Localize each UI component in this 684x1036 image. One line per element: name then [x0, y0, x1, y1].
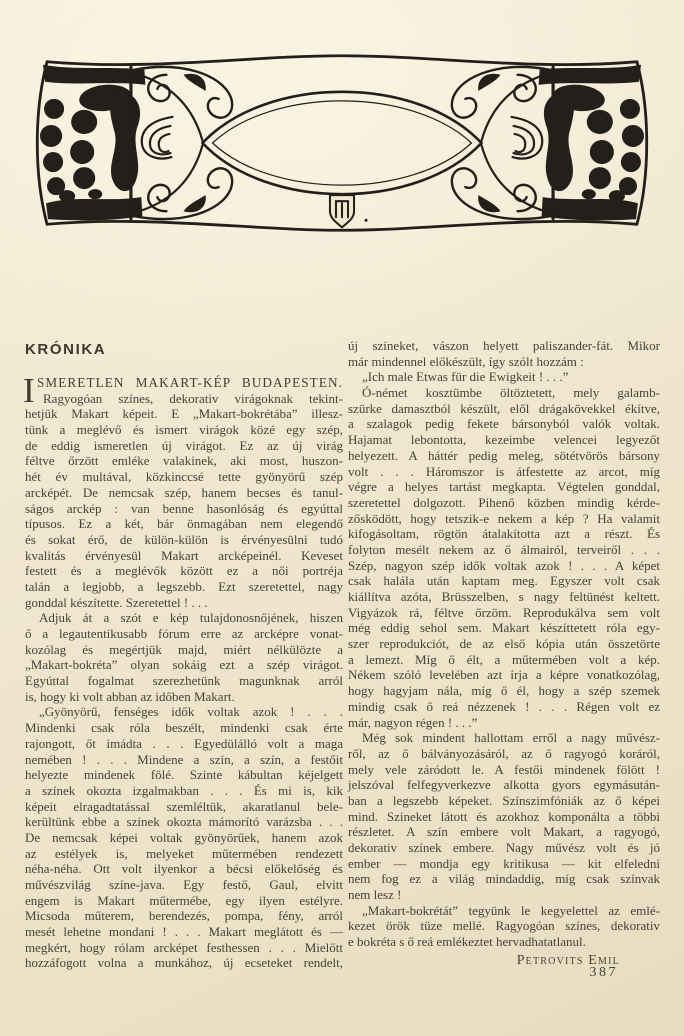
text-line: Hajamat lebontotta, kezeimbe velencei legyezőt	[348, 432, 660, 448]
text-line: típusos. Ez a két, bár önmagában nem elegendő	[25, 516, 343, 532]
text-line: De nemcsak képei voltak gyönyörűek, hanem azok	[25, 829, 343, 845]
text-line: Ó-német kosztümbe öltöztetett, mely galamb-	[362, 385, 660, 401]
text-line: szürke damasztból készült, elől drágakövekkel ékítve,	[348, 400, 660, 416]
text-line: új színeket, vászon helyett paliszander-fát. Mikor	[348, 338, 660, 353]
text-line: már, nagyon régen ! . . .”	[348, 714, 478, 730]
text-line: helyezett. A háttér pedig meleg, sötétvörös bársony	[348, 447, 660, 463]
text-line: e bokréta s ő reá emlékeztet hervadhatatlanul.	[348, 934, 586, 950]
text-line: talán a legjobb, a legszebb. Ezt szeretettel, nagy	[25, 578, 343, 594]
text-line: a szalagok pedig fekete bársonyból valók voltak.	[348, 416, 660, 432]
text-line: képeit elragadtatással szemléltük, akaratlanul bele-	[25, 798, 343, 814]
text-line: „Gyönyörű, fenséges idők voltak azok ! . . .	[39, 704, 343, 720]
author-signature: Petrovits Emil	[516, 952, 620, 968]
text-line: kerültünk ebbe a színek okozta mámorító varázsba . . .	[25, 814, 343, 830]
text-line: gonddal készítette. Szeretettel ! . . .	[25, 594, 208, 610]
text-line: Micsoda műterem, berendezés, pompa, fény, arról	[25, 908, 343, 924]
text-line: Ragyogóan színes, dekorativ virágoknak tekint-	[43, 390, 343, 406]
text-line: mind. Szineket látott és azokhoz komponálta a többi	[348, 808, 660, 824]
text-line: már mindennel előkészült, így szólt hozzám :	[348, 353, 584, 369]
text-line: mindig csak ő reá nézzenek ! . . . Régen volt ez	[348, 698, 660, 714]
text-line: ről, az ő bálványozásáról, az ő ragyogó koráról,	[348, 745, 660, 761]
text-line: kozólag és megértjük majd, miért nélkülözte a	[25, 641, 343, 657]
text-line: hetjük Makart képeit. E „Makart-bokrétába” illesz-	[25, 406, 343, 422]
text-line: SMERETLEN MAKART-KÉP BUDAPESTEN.	[37, 375, 343, 390]
text-line: a színek okozta izgalmakban . . . És mi is, kik	[25, 782, 343, 798]
page-number: 387	[589, 965, 618, 980]
text-line: mesét lehetne mondani ! . . . Makart meglátott és —	[25, 924, 343, 940]
text-line: ő a legautentikusabb fórum erre az arcképre vonat-	[25, 626, 343, 641]
text-line: Mindenki csak róla beszélt, mindenki csak érte	[25, 720, 343, 736]
text-line: mely vele záródott le. A festői mindenek fölött !	[348, 761, 660, 777]
text-line: kvalitás érvényesül Makart arcképeinél. Keveset	[25, 547, 343, 563]
text-line: de eddig ismeretlen új virágot. Ez az új virág	[25, 437, 343, 453]
text-line: Nékem szóló levelében azt írja a képre vonatkozólag,	[348, 667, 660, 683]
text-line: „Ich male Etwas für die Ewigkeit ! . . .”	[362, 369, 569, 385]
text-line: ember — mondja egy kritikusa — kit elfeledni	[348, 855, 660, 871]
text-line: Szép, nagyon szép idők voltak azok ! . . . A képet	[348, 557, 660, 573]
text-line: szeretettel dolgozott. Pihenő közben mindig kérde-	[348, 494, 660, 510]
text-line: megkért, hogy rólam arcképet festhessen . . . Mielőtt	[25, 939, 343, 955]
text-line: volt . . . Háromszor is átfestette az arcot, míg	[348, 463, 660, 479]
text-line: folyton mesélt nekem az ő álmairól, terveiről . . .	[348, 541, 660, 557]
text-line: még eddig sehol sem. Makart készíttetett róla egy-	[348, 620, 660, 636]
text-line: tünk a meglévő és ismert virágok közé egy szép,	[25, 422, 343, 438]
text-line: hozzáfogott volna a munkához, új ecseteket rendelt,	[25, 955, 343, 971]
text-line: rajongott, őt imádta . . . Egyedülálló volt a maga	[25, 735, 343, 751]
text-line: hogy hagyjam nála, míg ő él, hogy a szép szemek	[348, 683, 660, 699]
text-line: is, hogy ki volt abban az időben Makart.	[25, 688, 235, 704]
text-line: az estélyek is, melyeket műtermében rendezett	[25, 845, 343, 861]
text-line: nem lesz !	[348, 887, 402, 903]
text-line: kiállítva azóta, Brüsszelben, s nagy feltünést keltett.	[348, 589, 660, 604]
text-line: nemében ! . . . Mindene a szín, a szín, a festőit	[25, 751, 343, 767]
art-nouveau-headpiece-ornament	[31, 52, 653, 234]
text-line: „Makart-bokréta” olyan sokáig ezt a szép virágot.	[25, 657, 343, 673]
text-line: arcképét. De nemcsak szép, hanem becses és tanul-	[25, 484, 343, 500]
text-line: hét év multával, közkinccsé tette gyönyörű szép	[25, 469, 343, 485]
text-line: Adjuk át a szót e kép tulajdonosnőjének, hiszen	[39, 610, 343, 626]
text-line: engem is Makart műtermébe, egy ilyen estélyre.	[25, 892, 343, 908]
text-line: helyezte mindenek fölé. Szinte kábultan kéjelgett	[25, 767, 343, 783]
section-title: KRÓNIKA	[25, 341, 107, 358]
monogram-shield	[330, 195, 368, 227]
text-line: csak halála után kaptam meg. Egyszer volt csak	[348, 573, 660, 589]
right-column-lines	[348, 338, 660, 950]
text-line: Még sok mindent hallottam erről a nagy művész-	[362, 730, 660, 746]
text-line: festett és a meglévők között ez a női portréja	[25, 563, 343, 579]
text-line: zősködött, hogy tetszik-e nekem a kép ? Ha valamit	[348, 510, 660, 526]
text-line: Vigyázok rá, féltve őrzöm. Reprodukálva sem volt	[348, 604, 660, 620]
article-column-right	[348, 338, 660, 969]
text-line: művészvilág színe-java. Egy festő, Gaul, elvitt	[25, 877, 343, 892]
text-line: a lemezt. Míg ő élt, a műtermében volt a kép.	[348, 651, 660, 667]
text-line: „Makart-bokrétát” tegyünk le kegyelettel az emlé-	[362, 902, 660, 918]
drop-cap-initial: I	[23, 371, 35, 410]
text-line: dekorativ színek embere. Nagy művész volt és jó	[348, 840, 660, 855]
left-column-lines	[23, 371, 343, 971]
text-line: nem fog ez a világ mindaddig, míg csak színvak	[348, 871, 660, 887]
text-line: néha-néha. Ott volt ilyenkor a bécsi előkelőség és	[25, 861, 343, 877]
text-line: jelszóval felfegyverkezve alkotta gyors egymásután-	[348, 777, 660, 793]
text-line: részletet. A szín embere volt Makart, a ragyogó,	[348, 824, 660, 840]
text-line: kezet örök tüze mellé. Ragyogóan színes, dekorativ	[348, 918, 660, 934]
article-column-left	[23, 371, 343, 971]
text-line: ban a legszebb képeket. Színszimfóniák az ő képei	[348, 792, 660, 808]
text-line: és sokat érő, de külön-külön is érvényesülni tudó	[25, 531, 343, 547]
text-line: szer reprodukciót, de az első kópia után összetörte	[348, 636, 660, 652]
text-line: Egyúttal fogalmat szerezhetünk magunknak arról	[25, 673, 343, 689]
text-line: végre a helyes tartást megkapta. Végtelen gonddal,	[348, 479, 660, 495]
text-line: kifogásoltam, rögtön átalakította azt a részt. És	[348, 526, 660, 542]
text-line: ságos arckép : van benne hasonlóság és egyúttal	[25, 500, 343, 516]
text-line: féltve őrzött emléke valakinek, aki most, huszon-	[25, 453, 343, 469]
